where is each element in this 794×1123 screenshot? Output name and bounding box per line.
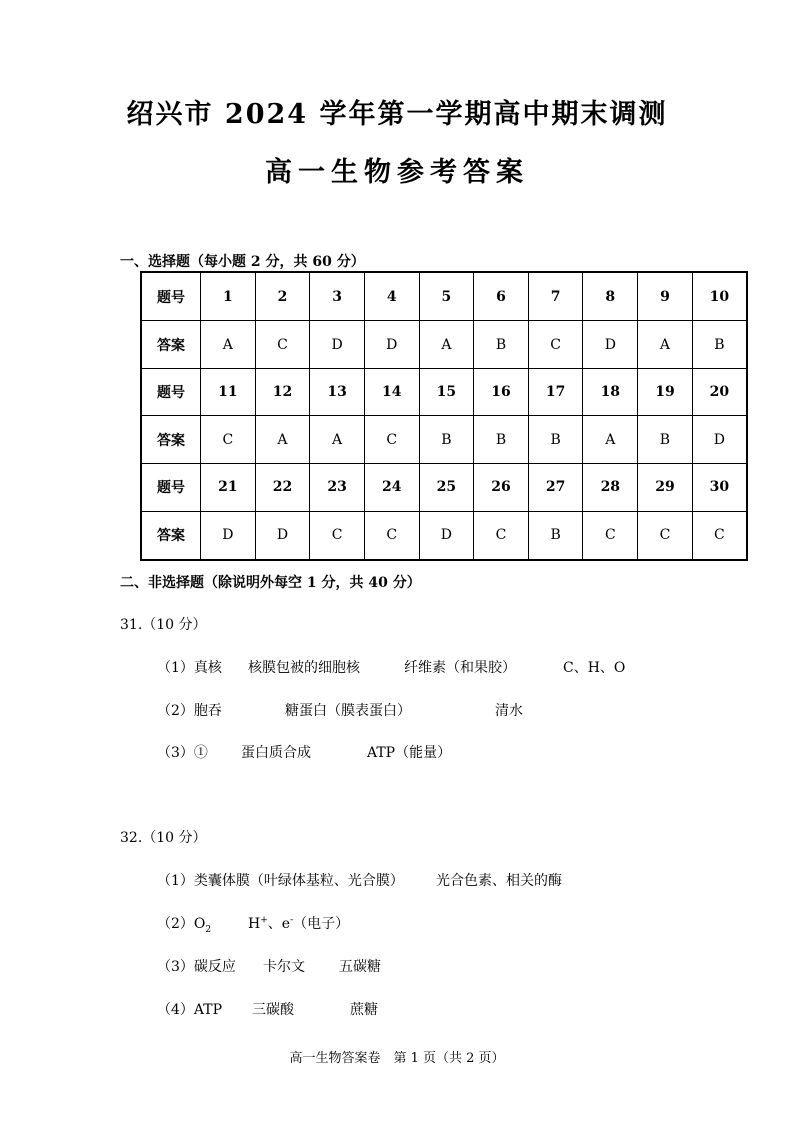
answer-text: （2）胞吞 <box>157 703 222 719</box>
answer-cell: D <box>692 416 747 464</box>
answer-cell: B <box>638 416 693 464</box>
answer-text: （1）类囊体膜（叶绿体基粒、光合膜） <box>157 873 404 889</box>
superscript: + <box>260 915 268 926</box>
answer-cell: C <box>528 321 583 369</box>
question-number: 29 <box>638 464 693 512</box>
answer-cell: C <box>474 511 529 560</box>
question-number: 10 <box>692 272 747 321</box>
answer-text: （电子） <box>293 916 350 932</box>
answer-cell: A <box>255 416 310 464</box>
answer-text: （2）O <box>157 916 206 932</box>
answer-cell: D <box>201 511 256 560</box>
answer-cell: A <box>419 321 474 369</box>
question-number: 23 <box>310 464 365 512</box>
answer-text: 纤维素（和果胶） <box>404 660 516 676</box>
answer-text: ATP（能量） <box>367 745 452 761</box>
question-number: 20 <box>692 368 747 416</box>
answer-cell: B <box>419 416 474 464</box>
answer-text: 卡尔文 <box>263 959 305 975</box>
question-number: 9 <box>638 272 693 321</box>
q32-header: 32.（10 分） <box>120 830 207 846</box>
question-number: 22 <box>255 464 310 512</box>
question-number: 8 <box>583 272 638 321</box>
answer-cell: B <box>528 511 583 560</box>
question-number: 19 <box>638 368 693 416</box>
question-number: 17 <box>528 368 583 416</box>
answer-cell: B <box>474 321 529 369</box>
answer-cell: C <box>364 511 419 560</box>
question-number: 26 <box>474 464 529 512</box>
answer-cell: D <box>419 511 474 560</box>
question-number: 16 <box>474 368 529 416</box>
row-label: 题号 <box>141 272 201 321</box>
answer-cell: A <box>638 321 693 369</box>
answer-cell: C <box>638 511 693 560</box>
answer-text: 糖蛋白（膜表蛋白） <box>285 703 411 719</box>
answer-cell: C <box>583 511 638 560</box>
answer-text: 三碳酸 <box>252 1002 294 1018</box>
question-number: 25 <box>419 464 474 512</box>
document-title: 绍兴市 2024 学年第一学期高中期末调测 <box>126 99 668 130</box>
table-row-answers <box>141 511 747 560</box>
table-row-answers <box>141 416 747 464</box>
answer-text: 核膜包被的细胞核 <box>248 660 360 676</box>
question-number: 12 <box>255 368 310 416</box>
row-label: 答案 <box>141 416 201 464</box>
question-number: 11 <box>201 368 256 416</box>
answer-text: C、H、O <box>563 660 626 676</box>
answer-text: （4）ATP <box>157 1002 223 1018</box>
answer-text: 蛋白质合成 <box>241 745 311 761</box>
row-label: 答案 <box>141 321 201 369</box>
row-label: 答案 <box>141 511 201 560</box>
answer-cell: C <box>364 416 419 464</box>
question-number: 21 <box>201 464 256 512</box>
answer-text: 、e <box>267 916 291 932</box>
row-label: 题号 <box>141 464 201 512</box>
answer-cell: D <box>364 321 419 369</box>
section1-heading: 一、选择题（每小题 2 分，共 60 分） <box>120 254 365 270</box>
answer-text: （3）① <box>157 745 208 761</box>
answer-cell: C <box>255 321 310 369</box>
question-number: 15 <box>419 368 474 416</box>
question-number: 5 <box>419 272 474 321</box>
answer-text <box>248 913 349 933</box>
table-row-numbers <box>141 368 747 416</box>
answer-cell: D <box>255 511 310 560</box>
table-row-answers <box>141 321 747 369</box>
question-number: 14 <box>364 368 419 416</box>
row-label: 题号 <box>141 368 201 416</box>
answer-cell: C <box>201 416 256 464</box>
question-number: 24 <box>364 464 419 512</box>
table-row-numbers <box>141 272 747 321</box>
answer-table <box>140 271 748 561</box>
answer-cell: A <box>201 321 256 369</box>
question-number: 18 <box>583 368 638 416</box>
question-number: 7 <box>528 272 583 321</box>
document-subtitle: 高一生物参考答案 <box>265 157 529 188</box>
answer-text: 清水 <box>495 703 523 719</box>
question-number: 28 <box>583 464 638 512</box>
answer-text: 蔗糖 <box>350 1002 378 1018</box>
page-footer: 高一生物答案卷 第 1 页（共 2 页） <box>289 1051 505 1066</box>
table-row-numbers <box>141 464 747 512</box>
superscript: - <box>290 915 294 926</box>
subscript: 2 <box>205 924 212 935</box>
question-number: 6 <box>474 272 529 321</box>
question-number: 4 <box>364 272 419 321</box>
answer-cell: C <box>310 511 365 560</box>
answer-cell: A <box>583 416 638 464</box>
answer-text <box>157 913 211 935</box>
answer-cell: D <box>310 321 365 369</box>
question-number: 30 <box>692 464 747 512</box>
answer-text: （1）真核 <box>157 660 222 676</box>
answer-cell: C <box>692 511 747 560</box>
question-number: 27 <box>528 464 583 512</box>
answer-cell: B <box>528 416 583 464</box>
answer-cell: B <box>474 416 529 464</box>
answer-text: 五碳糖 <box>339 959 381 975</box>
question-number: 3 <box>310 272 365 321</box>
answer-text: （3）碳反应 <box>157 959 236 975</box>
section2-heading: 二、非选择题（除说明外每空 1 分，共 40 分） <box>120 575 421 591</box>
q31-header: 31.（10 分） <box>120 617 207 633</box>
question-number: 13 <box>310 368 365 416</box>
answer-text: 光合色素、相关的酶 <box>436 873 562 889</box>
answer-cell: D <box>583 321 638 369</box>
answer-text: H <box>248 916 261 932</box>
question-number: 2 <box>255 272 310 321</box>
answer-cell: A <box>310 416 365 464</box>
answer-cell: B <box>692 321 747 369</box>
question-number: 1 <box>201 272 256 321</box>
